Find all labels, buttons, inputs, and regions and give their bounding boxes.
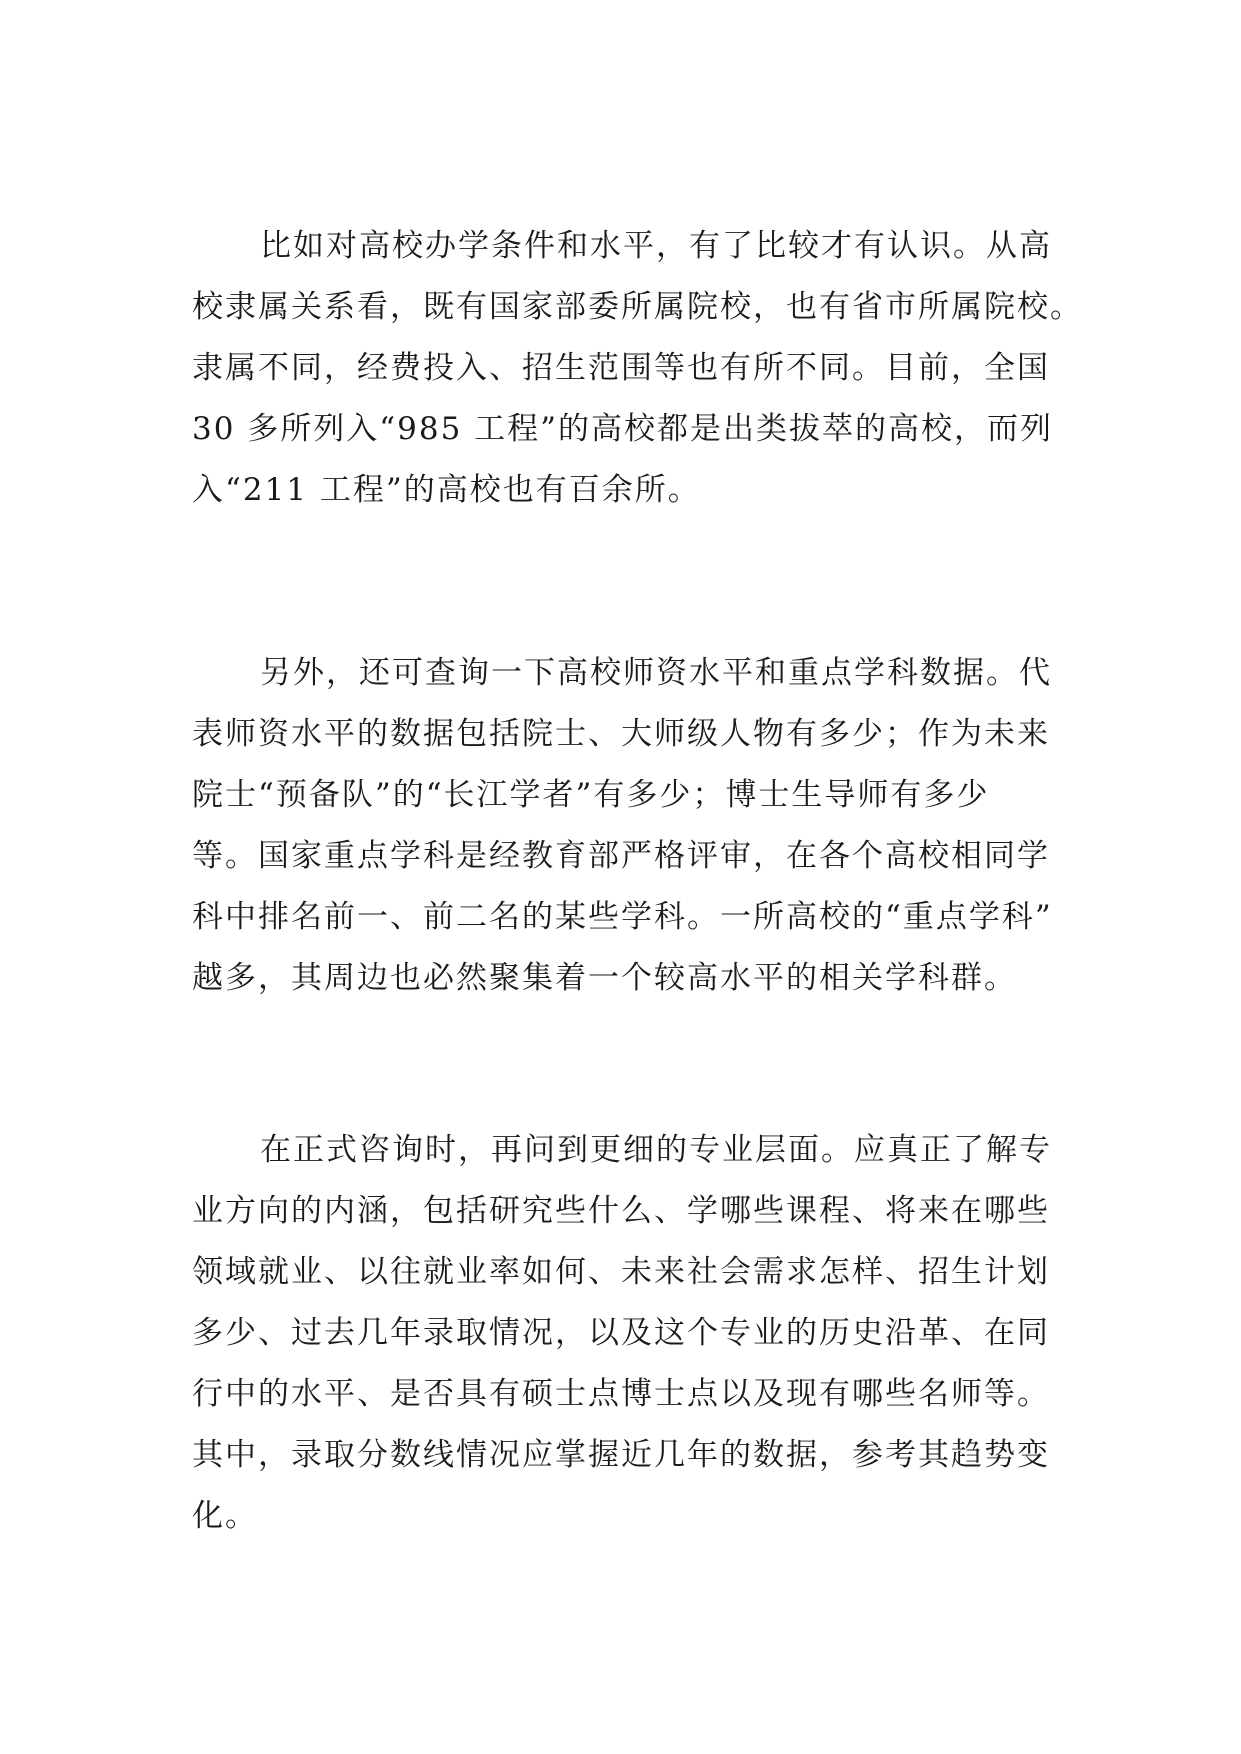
text-line: 30 多所列入“985 工程”的高校都是出类拔萃的高校，而列 xyxy=(192,411,1054,447)
paragraph-spacer xyxy=(192,521,1060,643)
text-line: 另外，还可查询一下高校师资水平和重点学科数据。代 xyxy=(260,655,1052,691)
text-line: 在正式咨询时，再问到更细的专业层面。应真正了解专 xyxy=(260,1132,1052,1168)
text-line: 业方向的内涵，包括研究些什么、学哪些课程、将来在哪些 xyxy=(192,1193,1050,1229)
text-line: 院士“预备队”的“长江学者”有多少；博士生导师有多少 xyxy=(192,777,990,813)
text-line: 校隶属关系看，既有国家部委所属院校，也有省市所属院校。 xyxy=(192,289,1083,325)
document-body xyxy=(192,216,1083,1547)
text-line: 比如对高校办学条件和水平，有了比较才有认识。从高 xyxy=(260,228,1052,264)
text-line: 多少、过去几年录取情况，以及这个专业的历史沿革、在同 xyxy=(192,1315,1050,1351)
text-line: 领域就业、以往就业率如何、未来社会需求怎样、招生计划 xyxy=(192,1254,1050,1290)
text-line: 等。国家重点学科是经教育部严格评审，在各个高校相同学 xyxy=(192,838,1050,874)
paragraph-2 xyxy=(192,643,1060,1009)
paragraph-1 xyxy=(192,216,1083,521)
text-line: 表师资水平的数据包括院士、大师级人物有多少；作为未来 xyxy=(192,716,1050,752)
text-line: 隶属不同，经费投入、招生范围等也有所不同。目前，全国 xyxy=(192,350,1050,386)
text-line: 科中排名前一、前二名的某些学科。一所高校的“重点学科” xyxy=(192,899,1053,935)
text-line: 行中的水平、是否具有硕士点博士点以及现有哪些名师等。 xyxy=(192,1376,1050,1412)
paragraph-spacer xyxy=(192,1009,1060,1120)
text-line: 其中，录取分数线情况应掌握近几年的数据，参考其趋势变 xyxy=(192,1437,1050,1473)
text-line: 入“211 工程”的高校也有百余所。 xyxy=(192,472,701,508)
text-line: 越多，其周边也必然聚集着一个较高水平的相关学科群。 xyxy=(192,960,1017,996)
text-line: 化。 xyxy=(192,1498,258,1534)
paragraph-3 xyxy=(192,1120,1060,1547)
